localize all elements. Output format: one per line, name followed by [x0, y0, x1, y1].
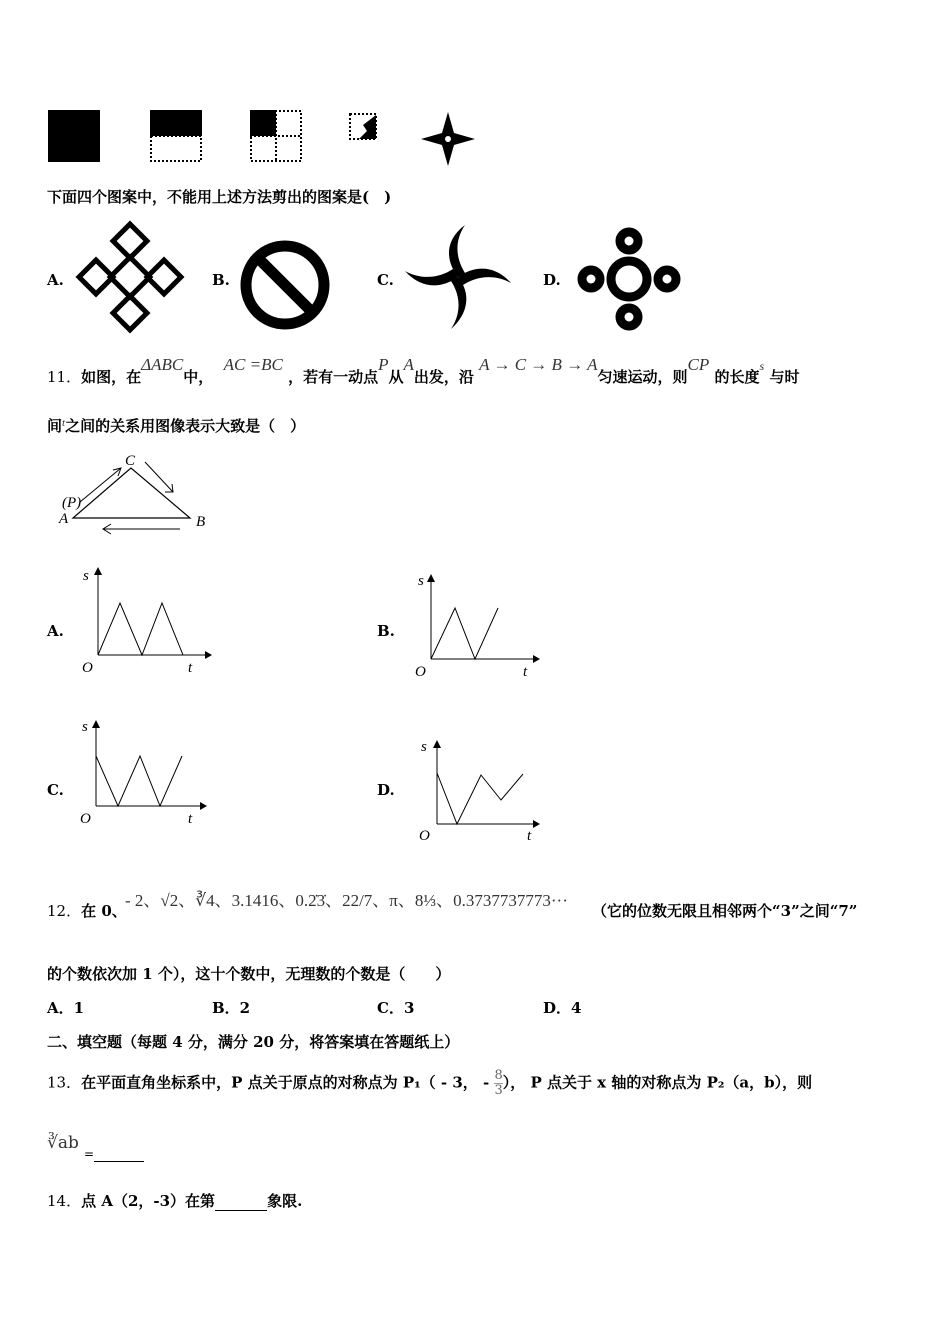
- q10-option-b-label: B.: [212, 271, 230, 289]
- q11-math: A: [403, 355, 414, 374]
- q14-text-2: 象限.: [267, 1192, 303, 1210]
- q11-option-b-graph: [413, 572, 543, 684]
- fold-step-2-half: [150, 110, 202, 162]
- q12-option-c[interactable]: C．3: [377, 999, 415, 1017]
- axis-y-label: s: [82, 719, 88, 735]
- figure-label-a: A: [59, 511, 69, 527]
- q11-option-c-graph: [80, 718, 210, 830]
- q13-line-1: [47, 1069, 812, 1098]
- q10-prompt: 下面四个图案中，不能用上述方法剪出的图案是( ): [47, 188, 392, 206]
- q11-option-c-label: C.: [47, 781, 64, 799]
- figure-label-p: (P): [62, 495, 82, 511]
- q11-text: 与时: [769, 368, 800, 386]
- q11-text: 如图，在: [81, 368, 142, 386]
- fraction-denominator: 3: [494, 1083, 503, 1098]
- q13-answer-blank[interactable]: [94, 1147, 144, 1162]
- q10-option-a-knot-shape: [80, 225, 180, 329]
- q10-option-b-prohibit-shape: [240, 240, 330, 330]
- q14-line: [47, 1190, 302, 1211]
- axis-x-label: t: [527, 828, 532, 844]
- figure-label-c: C: [125, 453, 136, 469]
- q12-number-list: - 2、√2、∛4、3.1416、0.2̇3̇、22/7、π、8⅓、0.3737737773···: [125, 891, 568, 910]
- q11-math: s: [759, 359, 765, 373]
- q11-text: 从: [388, 368, 404, 386]
- axis-x-label: t: [188, 811, 193, 827]
- q12-option-b[interactable]: B．2: [212, 999, 251, 1017]
- axis-y-label: s: [421, 739, 427, 755]
- q10-option-d-label: D.: [543, 271, 561, 289]
- q11-option-a-label: A.: [47, 622, 64, 640]
- q11-text: 间: [47, 417, 63, 435]
- q11-text: 之间的关系用图像表示大致是（ ）: [65, 417, 306, 435]
- q11-line-1: [47, 355, 800, 387]
- q13-number: 13．: [47, 1073, 82, 1092]
- axis-origin-label: O: [419, 828, 430, 844]
- q11-text: ，若有一动点: [288, 368, 379, 386]
- q14-number: 14．: [47, 1192, 82, 1210]
- q12-line-2: 的个数依次加 1 个），这十个数中，无理数的个数是（ ）: [47, 965, 451, 983]
- section-2-heading: 二、填空题（每题 4 分，满分 20 分，将答案填在答题纸上）: [47, 1033, 460, 1051]
- fold-step-1-square: [48, 110, 100, 162]
- fold-step-4-cut: [349, 113, 377, 140]
- q13-text-1: 在平面直角坐标系中，P 点关于原点的对称点为 P₁（ - 3， -: [81, 1073, 495, 1092]
- q14-answer-blank[interactable]: [215, 1192, 267, 1211]
- q12-tail: （它的位数无限且相邻两个“3”之间“7”: [592, 902, 858, 920]
- axis-x-label: t: [523, 664, 528, 680]
- q11-math: P: [378, 355, 389, 374]
- q11-text: 的长度: [714, 368, 760, 386]
- q13-text-2: ）， P 点关于 x 轴的对称点为 P₂（a，b），则: [502, 1073, 813, 1092]
- q10-option-d-rings-shape: [578, 228, 680, 330]
- axis-origin-label: O: [82, 660, 93, 676]
- q11-option-d-graph: [413, 738, 543, 850]
- q11-math: ΔABC: [141, 355, 184, 374]
- fold-result-star: [421, 112, 475, 166]
- q12-option-d[interactable]: D．4: [543, 999, 582, 1017]
- q11-option-a-graph: [80, 565, 210, 677]
- q10-option-c-label: C.: [377, 271, 394, 289]
- axis-y-label: s: [83, 568, 89, 584]
- q11-math: CP: [687, 355, 710, 374]
- axis-origin-label: O: [80, 811, 91, 827]
- q11-text: 出发，沿: [413, 368, 474, 386]
- axis-x-label: t: [188, 660, 193, 676]
- q13-fraction: [494, 1069, 502, 1098]
- q12-lead: 在 0、: [81, 902, 127, 920]
- q11-text: 匀速运动，则: [597, 368, 688, 386]
- q11-math: A → C → B → A: [479, 355, 598, 374]
- q11-math: t: [62, 417, 66, 429]
- q13-expression: ∛ab: [47, 1133, 79, 1153]
- q13-equals: [84, 1147, 144, 1162]
- equals-sign: =: [84, 1147, 95, 1161]
- q11-number: 11．: [47, 368, 82, 386]
- q14-text-1: 点 A（2，-3）在第: [81, 1192, 216, 1210]
- q10-option-c-pinwheel-shape: [405, 225, 511, 329]
- q11-option-b-label: B.: [377, 622, 395, 640]
- axis-y-label: s: [418, 573, 424, 589]
- fraction-numerator: 8: [494, 1068, 503, 1083]
- q11-option-d-label: D.: [377, 781, 395, 799]
- fold-step-3-quarter: [250, 110, 302, 162]
- q12-line-1: [47, 900, 127, 921]
- q10-option-a-label: A.: [47, 271, 64, 289]
- q11-line-2: [47, 415, 305, 436]
- axis-origin-label: O: [415, 664, 426, 680]
- figure-label-b: B: [196, 514, 206, 530]
- q12-option-a[interactable]: A．1: [47, 999, 85, 1017]
- q11-math: AC =BC: [223, 355, 283, 374]
- q12-number: 12．: [47, 902, 82, 920]
- q11-text: 中，: [183, 368, 214, 386]
- q11-triangle-figure: [55, 450, 215, 535]
